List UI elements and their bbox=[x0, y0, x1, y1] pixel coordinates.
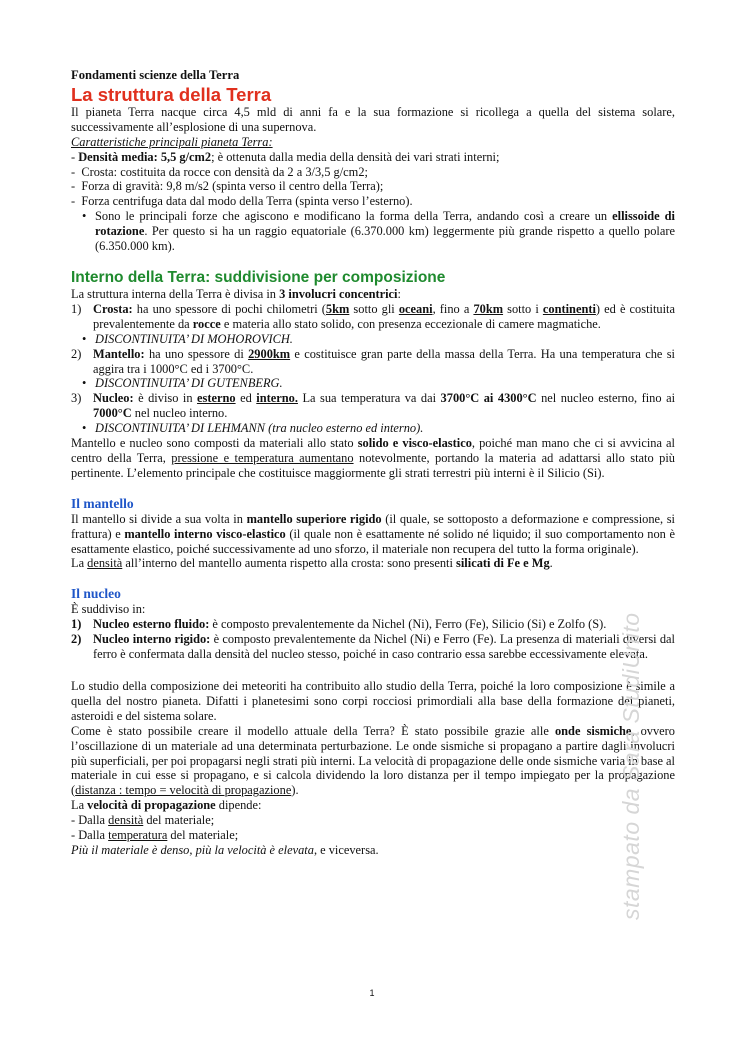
list-item-text: Forza centrifuga data dal modo della Terra (spinta verso l’esterno). bbox=[81, 194, 413, 209]
bullet-forces bbox=[71, 209, 675, 254]
document-title: La struttura della Terra bbox=[71, 83, 272, 105]
velocity-paragraph: La velocità di propagazione dipende: bbox=[71, 798, 262, 813]
watermark: stampato da Sara StudiUnito bbox=[618, 612, 644, 920]
density-item: - Densità media: 5,5 g/cm2; è ottenuta dalla media della densità dei vari strati interni; bbox=[71, 149, 500, 164]
discontinuity-lehmann: • DISCONTINUITA’ DI LEHMANN (tra nucleo esterno ed interno). bbox=[71, 421, 675, 436]
interior-closing: Mantello e nucleo sono composti da materiali allo stato solido e visco-elastico, poiché man mano che ci si avvicina al centro della Terra, pressione e temperatura aumentano notevolmente, portando la materia ad adattarsi allo stato più pertinente. L’elemento principale che costituisce maggiormente gli strati terrestri più interni è il Silicio (Si). bbox=[71, 436, 675, 480]
mantle-density-paragraph: La densità all’interno del mantello aumenta rispetto alla crosta: sono presenti silicati di Fe e Mg. bbox=[71, 556, 553, 571]
list-item: - Crosta: costituita da rocce con densità da 2 a 3/3,5 g/cm2; bbox=[71, 164, 368, 179]
list-item-text: Forza di gravità: 9,8 m/s2 (spinta verso il centro della Terra); bbox=[81, 179, 384, 194]
section-heading-core: Il nucleo bbox=[71, 586, 121, 602]
meteorites-paragraph: Lo studio della composizione dei meteoriti ha contribuito allo studio della Terra, poiché la loro composizione è simile a quella del nostro pianeta. Difatti i planetesimi sono corpi rocciosi primordiali alla base della formazione dei pianeti, asteroidi e del sistema solare. bbox=[71, 679, 675, 723]
discontinuity-gutenberg: • DISCONTINUITA’ DI GUTENBERG. bbox=[71, 376, 675, 391]
density-rest: ; è ottenuta dalla media della densità dei vari strati interni; bbox=[211, 149, 500, 164]
list-item: - Dalla densità del materiale; bbox=[71, 813, 215, 828]
bullet-text: Sono le principali forze che agiscono e modificano la forma della Terra, andando così a creare un bbox=[95, 209, 608, 224]
discontinuity-moho: • DISCONTINUITA’ DI MOHOROVICH. bbox=[71, 332, 675, 347]
list-item: - Dalla temperatura del materiale; bbox=[71, 828, 239, 843]
spacer bbox=[71, 662, 675, 679]
density-label: Densità media: 5,5 g/cm2 bbox=[78, 149, 212, 164]
seismic-paragraph: Come è stato possibile creare il modello attuale della Terra? È stato possibile grazie alle onde sismiche, ovvero l’oscillazione di un materiale ad una determinata perturbazione. Le onde sismiche si propagano a partire dagli involucri più superficiali, per poi propagarsi negli strati più interni. La velocità di propagazione delle onde sismiche varia in base al materiale in cui esse si propagano, e si calcola dividendo la loro distanza per il tempo impiegato per la propagazione (distanza : tempo = velocità di propagazione). bbox=[71, 723, 675, 798]
page-number: 1 bbox=[369, 988, 375, 998]
interior-lead: La struttura interna della Terra è divisa in 3 involucri concentrici: bbox=[71, 286, 401, 301]
bullet-text: . Per questo si ha un raggio equatoriale (6.370.000 km) leggermente più grande rispetto a quello polare (6.350.000 km). bbox=[95, 224, 675, 254]
outer-core-item: 1) Nucleo esterno fluido: è composto prevalentemente da Nichel (Ni), Ferro (Fe), Silicio (Si) e Zolfo (S). bbox=[71, 617, 607, 632]
final-sentence: Più il materiale è denso, più la velocità è elevata, e viceversa. bbox=[71, 842, 379, 857]
mantle-paragraph: Il mantello si divide a sua volta in mantello superiore rigido (il quale, se sottoposto a deformazione e compressione, si frattura) e mantello interno visco-elastico (il quale non è esattamente né solido né liquido; il suo comportamento non è esattamente elastico, poiché successivamente ad uno sforzo, il materiale non recupera del tutto la forma originale). bbox=[71, 511, 676, 556]
section-heading-interior: Interno della Terra: suddivisione per composizione bbox=[71, 268, 446, 286]
list-item: - Forza di gravità: 9,8 m/s2 (spinta verso il centro della Terra); bbox=[71, 179, 384, 194]
list-item-text: Crosta: costituita da rocce con densità da 2 a 3/3,5 g/cm2; bbox=[81, 164, 368, 179]
crust-item: 1) Crosta: ha uno spessore di pochi chilometri (5km sotto gli oceani, fino a 70km sotto i continenti) ed è costituita prevalentemente da rocce e materia allo stato solido, con presenza eccezionale di camere magmatiche. bbox=[71, 301, 675, 331]
bullet-bold: ellissoide di rotazione bbox=[95, 209, 675, 239]
inner-core-item: 2) Nucleo interno rigido: è composto prevalentemente da Nichel (Ni) e Ferro (Fe). La presenza di materiali diversi dal ferro è confermata dalla densità del nucleo stesso, poiché in caso contrario essa sarebbe eccessivamente elevata. bbox=[71, 632, 676, 662]
intro-paragraph: Il pianeta Terra nacque circa 4,5 mld di anni fa e la sua formazione si ricollega a quella del sistema solare, successivamente all’esplosione di una supernova. bbox=[71, 104, 675, 134]
core-intro: È suddiviso in: bbox=[71, 602, 146, 617]
list-item: - Forza centrifuga data dal modo della Terra (spinta verso l’esterno). bbox=[71, 194, 413, 209]
section-heading-mantle: Il mantello bbox=[71, 495, 134, 511]
characteristics-subheading: Caratteristiche principali pianeta Terra: bbox=[71, 134, 273, 149]
course-name: Fondamenti scienze della Terra bbox=[71, 68, 240, 82]
core-item: 3) Nucleo: è diviso in esterno ed interno. La sua temperatura va dai 3700°C ai 4300°C nel nucleo esterno, fino ai 7000°C nel nucleo interno. bbox=[71, 391, 676, 421]
mantle-item: 2) Mantello: ha uno spessore di 2900km e costituisce gran parte della massa della Terra. Ha una temperatura che si aggira tra i 1000°C ed i 3700°C. bbox=[71, 346, 675, 376]
document-page bbox=[71, 68, 675, 858]
